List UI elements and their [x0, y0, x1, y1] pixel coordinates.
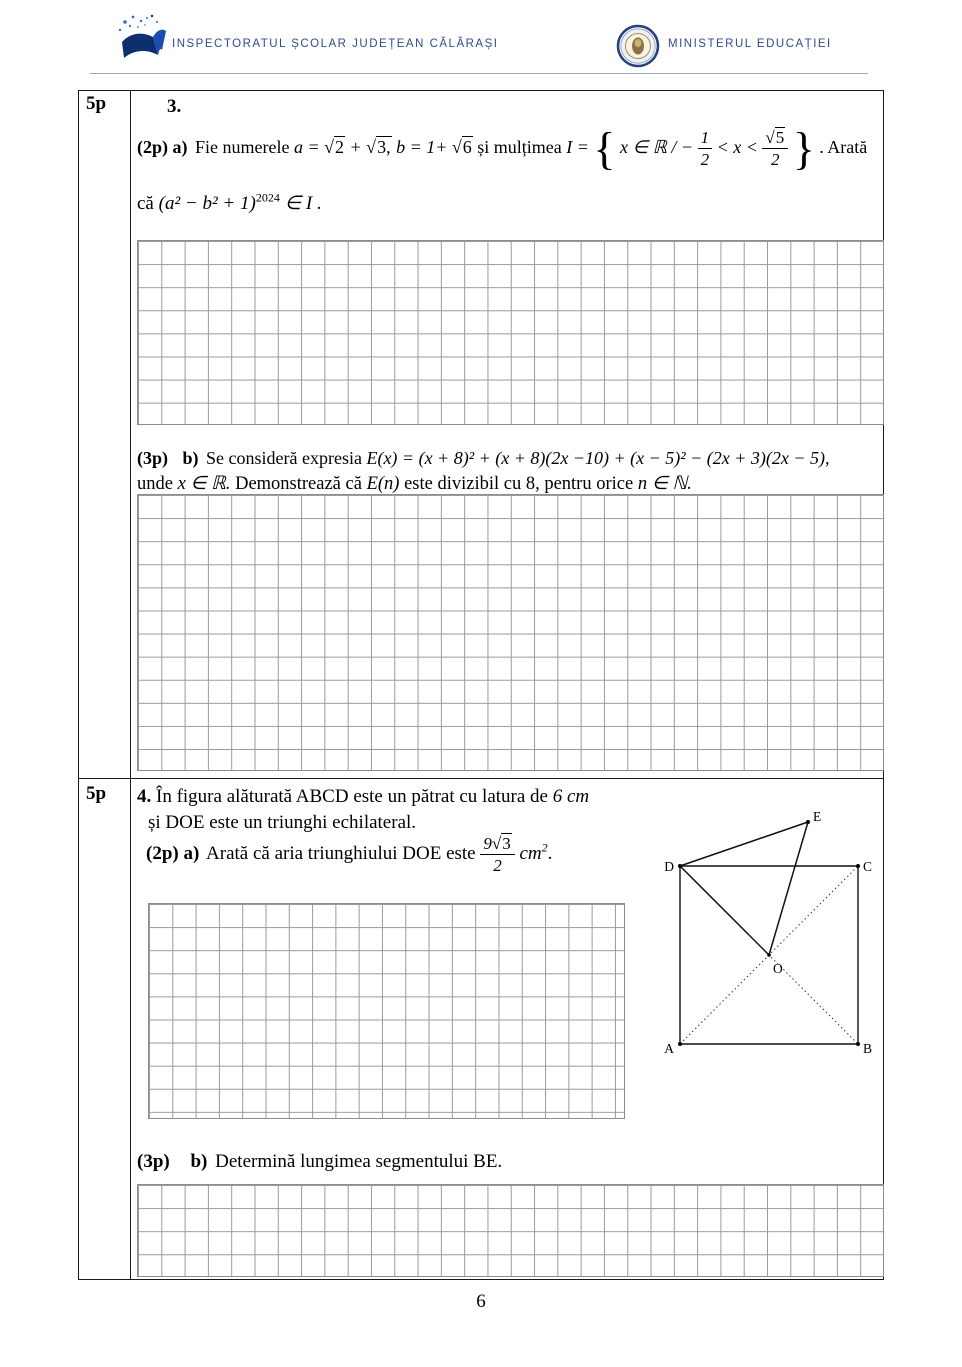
- point-O: [767, 953, 771, 957]
- row-divider: [78, 778, 884, 779]
- math-set-I: I =: [566, 137, 589, 157]
- problem4-statement: [137, 783, 589, 811]
- label-C: C: [863, 859, 873, 874]
- right-brace: }: [792, 122, 815, 174]
- point-A: [678, 1042, 682, 1046]
- points-label: (2p): [146, 843, 179, 864]
- fraction-sqrt5-over-2: $\frac{√5}{2}$: [762, 128, 788, 169]
- school-inspectorate-logo: [112, 10, 168, 73]
- right-org-name: MINISTERUL EDUCAȚIEI: [668, 38, 832, 50]
- unit-cm-squared: $cm^2$: [519, 840, 548, 864]
- problem3a-statement-line2: [137, 188, 322, 220]
- math-E-expression: E(x) = (x + 8)² + (x + 8)(2x −10) + (x − 5)² − (2x + 3)(2x − 5),: [366, 448, 830, 468]
- points-label: (3p): [137, 1151, 170, 1172]
- point-C: [856, 864, 860, 868]
- ministry-seal-icon: [616, 24, 660, 68]
- problem3a-statement: [137, 118, 867, 176]
- math-set-condition: x ∈ ℝ / −: [619, 137, 694, 157]
- sqrt-5: √5: [765, 128, 785, 148]
- math-n-natural: n ∈ ℕ.: [637, 474, 692, 494]
- answer-grid-3a: [137, 240, 884, 425]
- square-triangle-figure: [650, 808, 885, 1058]
- statement-text: Se consideră expresia: [206, 448, 362, 468]
- statement-text: Determină lungimea segmentului BE.: [215, 1151, 503, 1172]
- fraction-9sqrt3-over-2: $\frac{9√3}{2}$: [480, 834, 514, 875]
- answer-grid-4b: [137, 1184, 884, 1277]
- answer-grid-4a: [148, 903, 625, 1119]
- point-D: [678, 864, 682, 868]
- left-org-name: INSPECTORATUL ȘCOLAR JUDEȚEAN CĂLĂRAȘI: [172, 38, 499, 50]
- ministry-seal: [616, 24, 660, 73]
- math-expression: (a² − b² + 1): [158, 193, 256, 214]
- geometry-figure: [650, 808, 885, 1063]
- statement-text: În figura alăturată ABCD este un pătrat cu latura de: [156, 786, 548, 807]
- problem4-number: 4.: [137, 786, 152, 807]
- problem4a-statement: [146, 828, 552, 880]
- problem3b-statement: [137, 444, 830, 472]
- problem4-statement-line2: și DOE este un triunghi echilateral.: [148, 812, 417, 833]
- sqrt-2: √2: [324, 137, 345, 157]
- point-E: [806, 820, 810, 824]
- sqrt-3: √3: [491, 834, 511, 854]
- problem4-points: 5p: [86, 783, 107, 804]
- statement-text: .: [547, 843, 553, 864]
- fraction-one-half: $\frac{1}{2}$: [698, 128, 713, 169]
- open-book-logo-icon: [112, 10, 168, 68]
- label-B: B: [863, 1041, 873, 1056]
- item-label: b): [190, 1151, 208, 1172]
- math-in-I: ∈ I .: [284, 193, 322, 214]
- problem4b-statement: [137, 1148, 502, 1176]
- points-column-divider: [130, 90, 131, 1280]
- statement-text: Demonstrează că: [235, 474, 362, 494]
- math-inequality: < x <: [716, 137, 758, 157]
- segment-DE: [680, 822, 808, 866]
- math-b-equals: b = 1+: [396, 137, 448, 157]
- statement-text: . Arată: [819, 137, 868, 157]
- plus-sign: +: [349, 137, 362, 157]
- left-brace: {: [593, 122, 616, 174]
- label-E: E: [813, 809, 822, 824]
- label-A: A: [664, 1041, 674, 1056]
- sqrt-6: √6: [451, 137, 472, 157]
- math-E-n: E(n): [366, 474, 400, 494]
- statement-text: Fie numerele: [195, 137, 290, 157]
- answer-grid-3b: [137, 494, 884, 771]
- math-a-equals: a =: [293, 137, 320, 157]
- statement-text: este divizibil cu 8, pentru orice: [404, 474, 634, 494]
- problem3-number: 3.: [167, 96, 182, 117]
- statement-text: și mulțimea: [477, 137, 562, 157]
- math-x-real: x ∈ ℝ.: [177, 474, 231, 494]
- label-D: D: [664, 859, 674, 874]
- label-O: O: [773, 961, 783, 976]
- sqrt-3: √3,: [366, 137, 391, 157]
- problem3-points: 5p: [86, 93, 107, 114]
- points-label: (3p): [137, 448, 168, 468]
- math-6cm: 6 cm: [552, 786, 590, 807]
- point-B: [856, 1042, 860, 1046]
- statement-text: unde: [137, 474, 173, 494]
- item-label: b): [182, 448, 199, 468]
- statement-text: Arată că aria triunghiului DOE este: [206, 843, 476, 864]
- points-label: (2p): [137, 137, 168, 157]
- item-label: a): [172, 137, 188, 157]
- segment-EO: [769, 822, 808, 955]
- header-divider: [90, 73, 868, 74]
- item-label: a): [183, 843, 200, 864]
- segment-DO: [680, 866, 769, 955]
- statement-text: că: [137, 193, 154, 214]
- page-number: 6: [476, 1291, 486, 1312]
- exponent-2024: 2024: [255, 190, 280, 205]
